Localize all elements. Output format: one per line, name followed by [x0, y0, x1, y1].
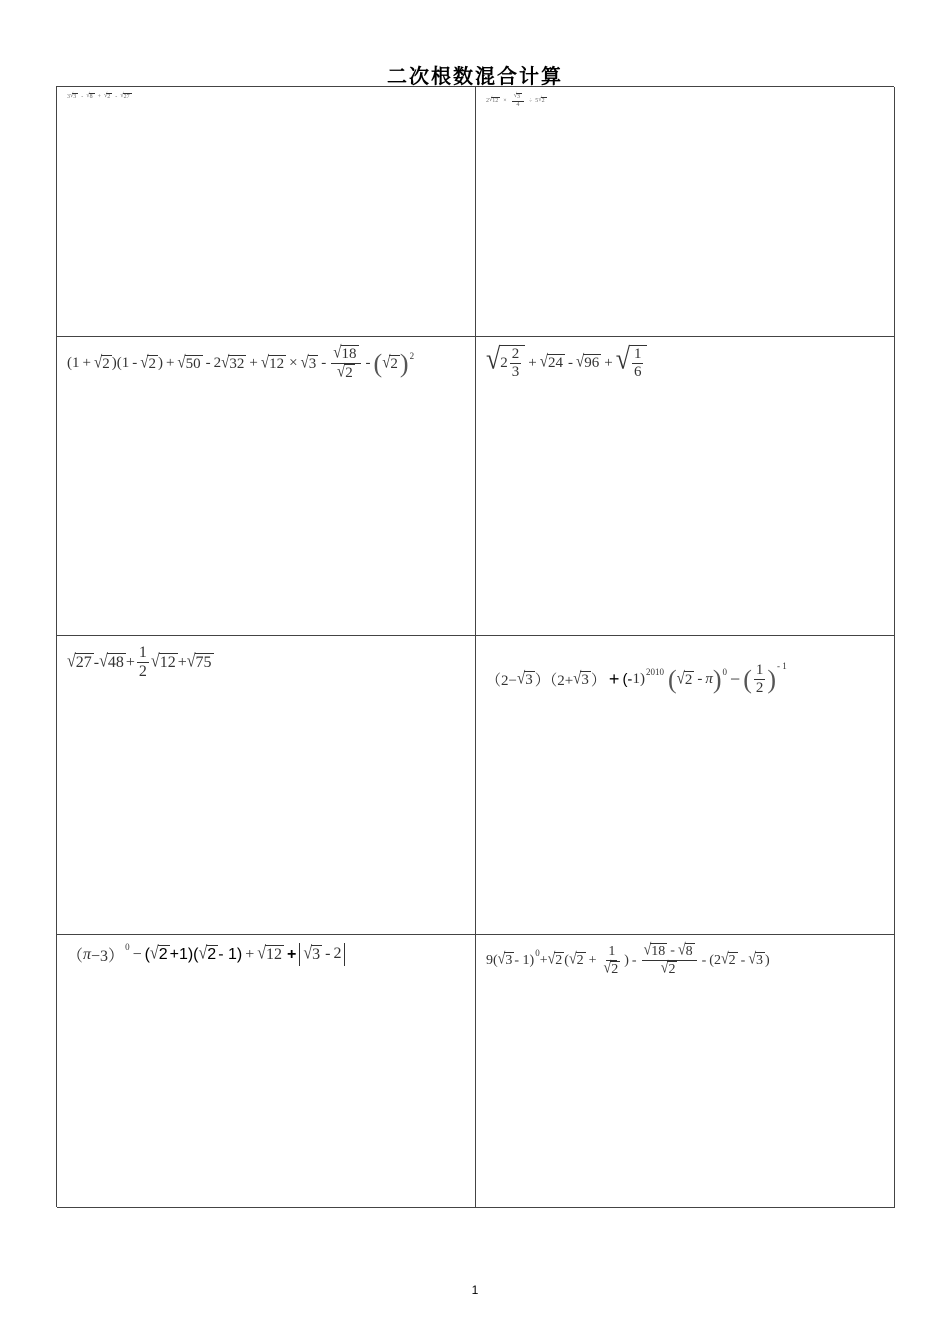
problem-grid: [56, 86, 894, 1207]
problem-cell-3: [57, 337, 476, 636]
problem-cell-2: [476, 87, 895, 337]
problem-3-expression: (1 + √ 2 )(1 - √ 2 ) + √ 50 - 2 √ 32 + √ 12 × √ 3 - √ 18 √ 2 - ( √ 2 ) 2: [67, 343, 415, 382]
problem-cell-4: [476, 337, 895, 636]
problem-7-expression: （ π −3） 0 − ( √ 2 +1)( √ 2 - 1) + √ 12 + √ 3 - 2: [67, 943, 345, 966]
problem-cell-8: [476, 935, 895, 1208]
problem-2-expression: 2 √ 12 × √ 3 4 ÷ 5 √ 2: [486, 92, 545, 108]
problem-5-expression: √ 27 - √ 48 + $\frac{1}{2}$ √ 12 + √ 75: [67, 644, 212, 681]
problem-6-expression: （2− √ 3 ）（2+ √ 3 ） + (- 1) 2010 ( √ 2 - π ) 0 − ( 1 2 ) - 1: [486, 660, 787, 697]
problem-cell-5: [57, 636, 476, 935]
problem-cell-7: [57, 935, 476, 1208]
page-title: 二次根数混合计算: [387, 64, 563, 88]
problem-4-expression: √ 2 2 3 + √ 24 - √ 96 + √ 1 6: [486, 345, 647, 382]
problem-cell-1: [57, 87, 476, 337]
problem-cell-6: [476, 636, 895, 935]
problem-8-expression: 9( √ 3 - 1) 0 + √ 2 ( √ 2 + 1 √ 2 ) - √ 18 - √ 8 √ 2 - (2 √ 2 - √ 3 ): [486, 941, 770, 978]
page-number: 1: [471, 1283, 479, 1297]
problem-1-expression: 3 √ 3 - √ 8 + √ 2 - √ 27: [67, 92, 130, 100]
